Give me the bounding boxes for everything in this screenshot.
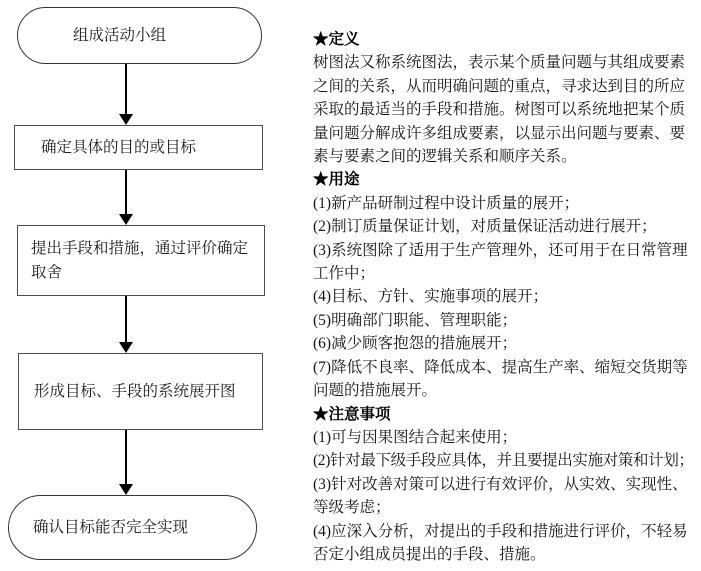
text-line: (1)新产品研制过程中设计质量的展开； — [313, 194, 580, 212]
text-line: (3)针对改善对策可以进行有效评价，从实效、实现性、 — [313, 475, 688, 493]
node-label: 确定具体的目的或目标 — [41, 138, 197, 156]
arrow-shaft — [125, 170, 127, 214]
text-line: 采取的最适当的手段和措施。树图可以系统地把某个质 — [313, 101, 686, 119]
text-line: 工作中； — [313, 265, 376, 283]
text-line: (2)制订质量保证计划，对质量保证活动进行展开； — [313, 218, 657, 236]
flow-arrow-2 — [119, 170, 133, 225]
text-line: (4)应深入分析，对提出的手段和措施进行评价，不轻易 — [313, 522, 688, 540]
info-panel — [313, 28, 701, 566]
section-heading-notes: ★注意事项 — [313, 405, 391, 423]
section-heading-definition: ★定义 — [313, 31, 360, 48]
arrow-head-icon — [119, 484, 133, 495]
text-line: (4)目标、方针、实施事项的展开； — [313, 288, 549, 306]
arrow-shaft — [125, 64, 127, 114]
flowchart-node-form-team — [17, 7, 262, 64]
text-line: 等级考虑； — [313, 499, 391, 517]
node-label-line1: 提出手段和措施，通过评价确定 — [31, 239, 249, 257]
flowchart-node-define-goal — [14, 125, 263, 170]
arrow-head-icon — [119, 342, 133, 353]
text-line: 树图法又称系统图法，表示某个质量问题与其组成要素 — [313, 54, 686, 72]
text-line: (5)明确部门职能、管理职能； — [313, 311, 518, 329]
flowchart-node-build-system-diagram — [18, 353, 263, 430]
flow-arrow-1 — [119, 64, 133, 125]
flowchart-node-confirm-goal — [8, 495, 257, 560]
arrow-shaft — [125, 430, 127, 484]
text-line: 之间的关系，从而明确问题的重点，寻求达到目的所应 — [313, 77, 686, 95]
text-line: (2)针对最下级手段应具体，并且要提出实施对策和计划； — [313, 452, 694, 470]
node-label: 组成活动小组 — [73, 26, 167, 44]
text-line: 问题的措施展开。 — [313, 382, 438, 400]
flowchart-node-propose-measures — [17, 225, 265, 296]
text-line: (1)可与因果图结合起来使用； — [313, 428, 518, 446]
arrow-head-icon — [119, 114, 133, 125]
arrow-head-icon — [119, 214, 133, 225]
text-line: 素与要素之间的逻辑关系和顺序关系。 — [313, 148, 577, 166]
arrow-shaft — [125, 296, 127, 342]
section-heading-usage: ★用途 — [313, 171, 360, 189]
text-line: (6)减少顾客抱怨的措施展开； — [313, 335, 518, 353]
node-label: 确认目标能否完全实现 — [33, 518, 189, 536]
node-label-line2: 取舍 — [31, 263, 63, 281]
text-line: 量问题分解成许多组成要素，以显示出问题与要素、要 — [313, 124, 686, 142]
text-line: (3)系统图除了适用于生产管理外，还可用于在日常管理 — [313, 241, 688, 259]
text-line: (7)降低不良率、降低成本、提高生产率、缩短交货期等 — [313, 358, 688, 376]
flow-arrow-4 — [119, 430, 133, 495]
text-line: 否定小组成员提出的手段、措施。 — [313, 545, 546, 563]
node-label: 形成目标、手段的系统展开图 — [34, 382, 236, 400]
flow-arrow-3 — [119, 296, 133, 353]
